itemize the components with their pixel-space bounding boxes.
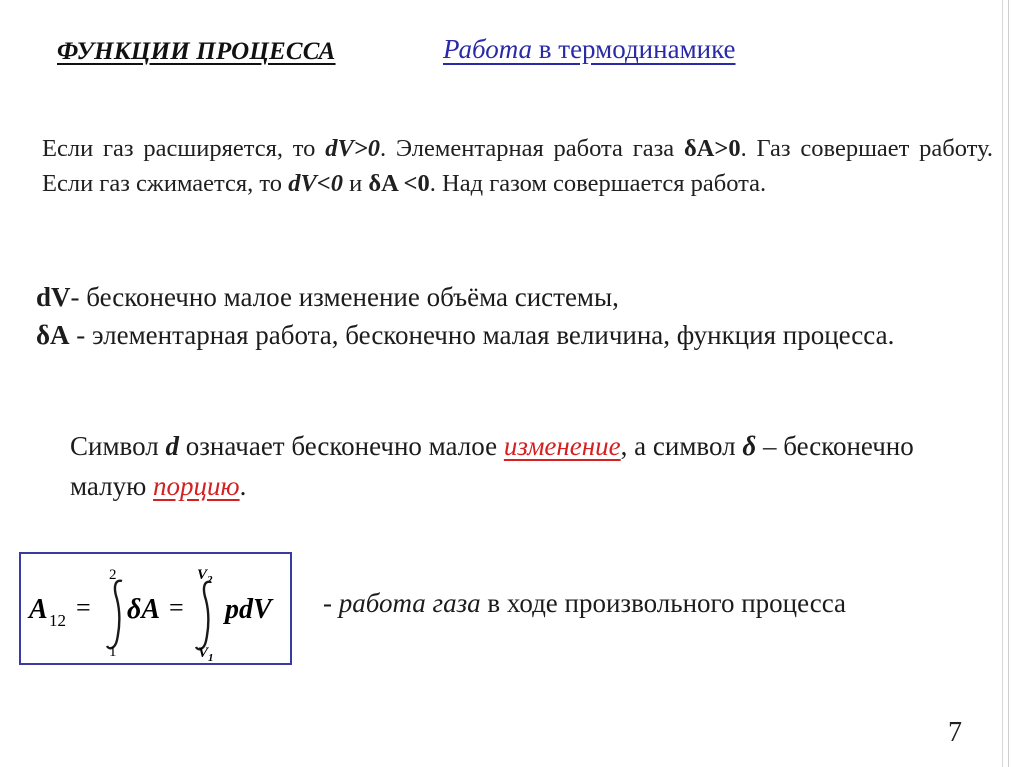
math-term: δA <0 [368, 170, 430, 197]
highlight-word: изменение [503, 431, 621, 461]
formula-equals: = [169, 593, 184, 622]
integral-sign [107, 581, 122, 649]
math-term: d [165, 431, 179, 461]
integral-lower-limit: V [198, 645, 209, 661]
subject-rest: в термодинамике [532, 34, 736, 64]
formula-a-subscript: 12 [49, 611, 66, 630]
subject-italic: Работа [443, 34, 533, 64]
text: . Над газом совершается работа. [429, 170, 767, 197]
math-term: dV [36, 282, 71, 312]
text: Символ [70, 431, 166, 461]
text: работа газа [338, 588, 481, 618]
text: . [239, 471, 247, 501]
definition-dv [36, 278, 996, 316]
text: и [343, 170, 369, 197]
formula-delta-a: δA [127, 594, 161, 625]
formula-integrand: pdV [225, 594, 272, 625]
integral-upper-limit: 2 [109, 567, 117, 583]
integral-sign [196, 582, 211, 650]
text: - [323, 588, 339, 618]
math-term: dV>0 [325, 135, 380, 162]
formula-equals: = [76, 593, 91, 622]
text: . Газ совершает работу. Если газ сжимается, то [42, 135, 993, 197]
paragraph-symbols [70, 426, 970, 506]
integral-upper-limit: V [197, 567, 208, 583]
paragraph-expansion [42, 131, 993, 201]
formula-box [19, 552, 292, 665]
text: - элементарная работа, бесконечно малая величина, функция процесса. [69, 320, 895, 350]
highlight-word: порцию [153, 471, 240, 501]
math-term: δA>0 [683, 135, 741, 162]
formula-a: A [29, 594, 48, 625]
integral-upper-subscript: 2 [207, 574, 213, 586]
text: - бесконечно малое изменение объёма системы, [70, 282, 619, 312]
math-term: δ [742, 431, 757, 461]
page-number: 7 [948, 717, 962, 748]
text: в ходе произвольного процесса [480, 588, 847, 618]
integral-lower-limit: 1 [109, 644, 117, 660]
text: , а символ [620, 431, 743, 461]
formula-caption [323, 588, 846, 619]
slide-border-line [1008, 0, 1009, 767]
text: – бесконечно малую [70, 431, 914, 501]
work-integral-formula [21, 554, 292, 665]
math-term: dV<0 [288, 170, 343, 197]
text: означает бесконечно малое [178, 431, 504, 461]
paragraph-definitions [36, 278, 996, 354]
slide-border-line [1002, 0, 1003, 767]
integral-lower-subscript: 1 [208, 652, 214, 664]
text: . Элементарная работа газа [380, 135, 684, 162]
math-term: δA [36, 320, 70, 350]
definition-delta-a [36, 316, 996, 354]
text: Если газ расширяется, то [42, 135, 326, 162]
slide-subject [443, 34, 736, 65]
slide-heading: ФУНКЦИИ ПРОЦЕССА [57, 38, 336, 65]
